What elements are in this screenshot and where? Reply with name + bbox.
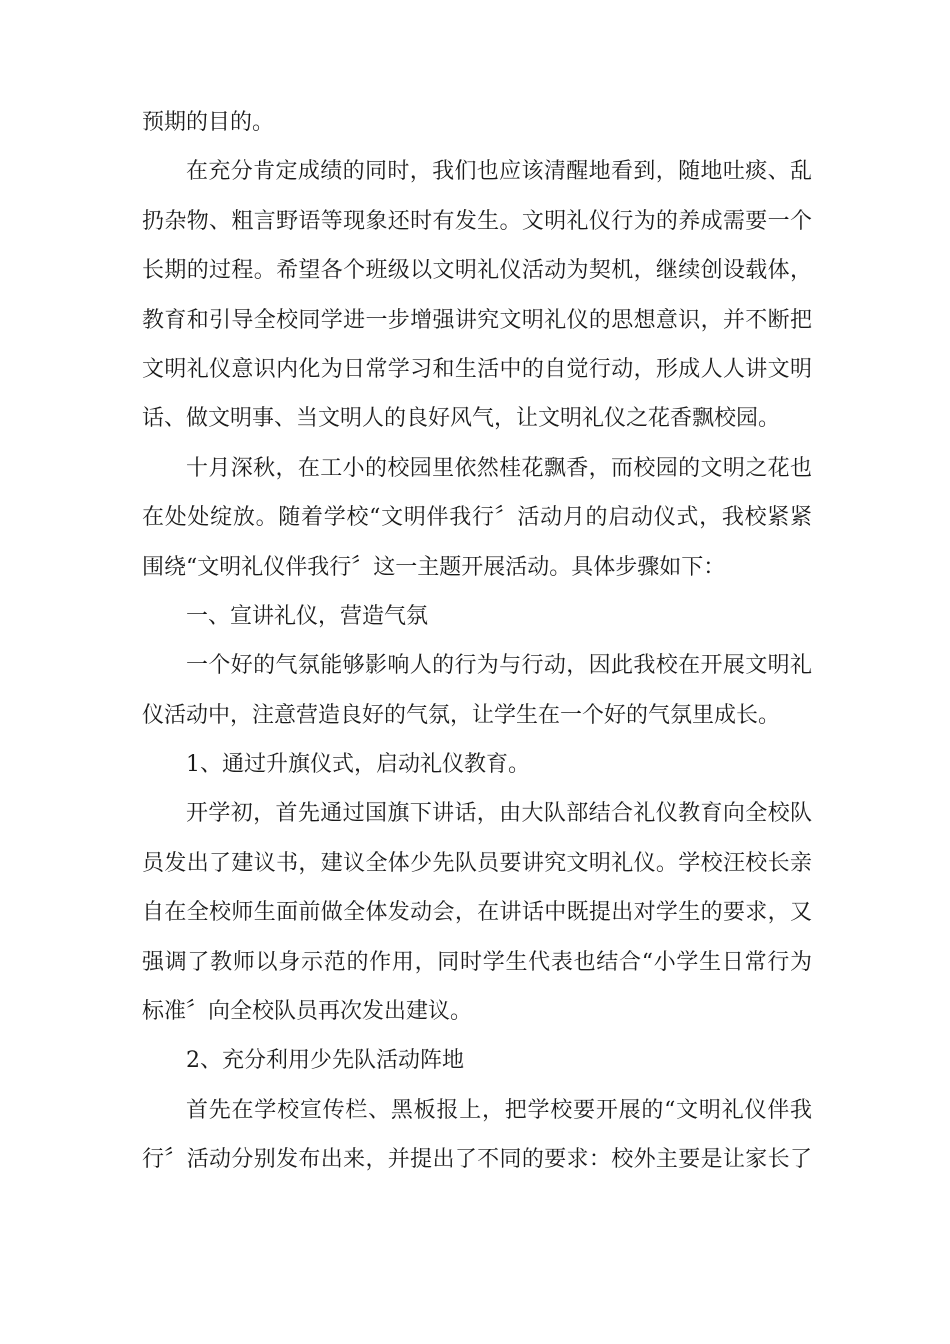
document-page [142,98,812,1185]
text-line: 自在全校师生面前做全体发动会，在讲话中既提出对学生的要求，又 [142,900,812,926]
text-line: 在处处绽放。随着学校“文明伴我行〞活动月的启动仪式，我校紧紧 [142,505,812,531]
text-line: 文明礼仪意识内化为日常学习和生活中的自觉行动，形成人人讲文明 [142,356,812,382]
text-line: 扔杂物、粗言野语等现象还时有发生。文明礼仪行为的养成需要一个 [142,208,812,234]
text-line: 一个好的气氛能够影响人的行为与行动，因此我校在开展文明礼 [186,653,812,679]
text-line: 行〞活动分别发布出来，并提出了不同的要求：校外主要是让家长了 [142,1147,812,1173]
text-line: 首先在学校宣传栏、黑板报上，把学校要开展的“文明礼仪伴我 [186,1097,812,1123]
text-line: 长期的过程。希望各个班级以文明礼仪活动为契机，继续创设载体， [142,258,812,284]
subsection-heading: 1、通过升旗仪式，启动礼仪教育。 [186,752,530,778]
text-line: 围绕“文明礼仪伴我行〞这一主题开展活动。具体步骤如下： [142,554,726,580]
text-line: 话、做文明事、当文明人的良好风气，让文明礼仪之花香飘校园。 [142,406,781,432]
text-line: 仪活动中，注意营造良好的气氛，让学生在一个好的气氛里成长。 [142,702,781,728]
text-line: 预期的目的。 [142,110,275,135]
text-line: 标准〞向全校队员再次发出建议。 [142,999,473,1025]
text-line: 十月深秋，在工小的校园里依然桂花飘香，而校园的文明之花也 [186,455,812,481]
text-line: 员发出了建议书，建议全体少先队员要讲究文明礼仪。学校汪校长亲 [142,850,812,876]
subsection-heading: 2、充分利用少先队活动阵地 [186,1048,464,1074]
text-line: 在充分肯定成绩的同时，我们也应该清醒地看到，随地吐痰、乱 [186,159,812,185]
text-line: 开学初，首先通过国旗下讲话，由大队部结合礼仪教育向全校队 [186,801,812,827]
section-heading: 一、宣讲礼仪，营造气氛 [186,603,429,629]
text-line: 强调了教师以身示范的作用，同时学生代表也结合“小学生日常行为 [142,949,812,975]
text-line: 教育和引导全校同学进一步增强讲究文明礼仪的思想意识，并不断把 [142,307,812,333]
